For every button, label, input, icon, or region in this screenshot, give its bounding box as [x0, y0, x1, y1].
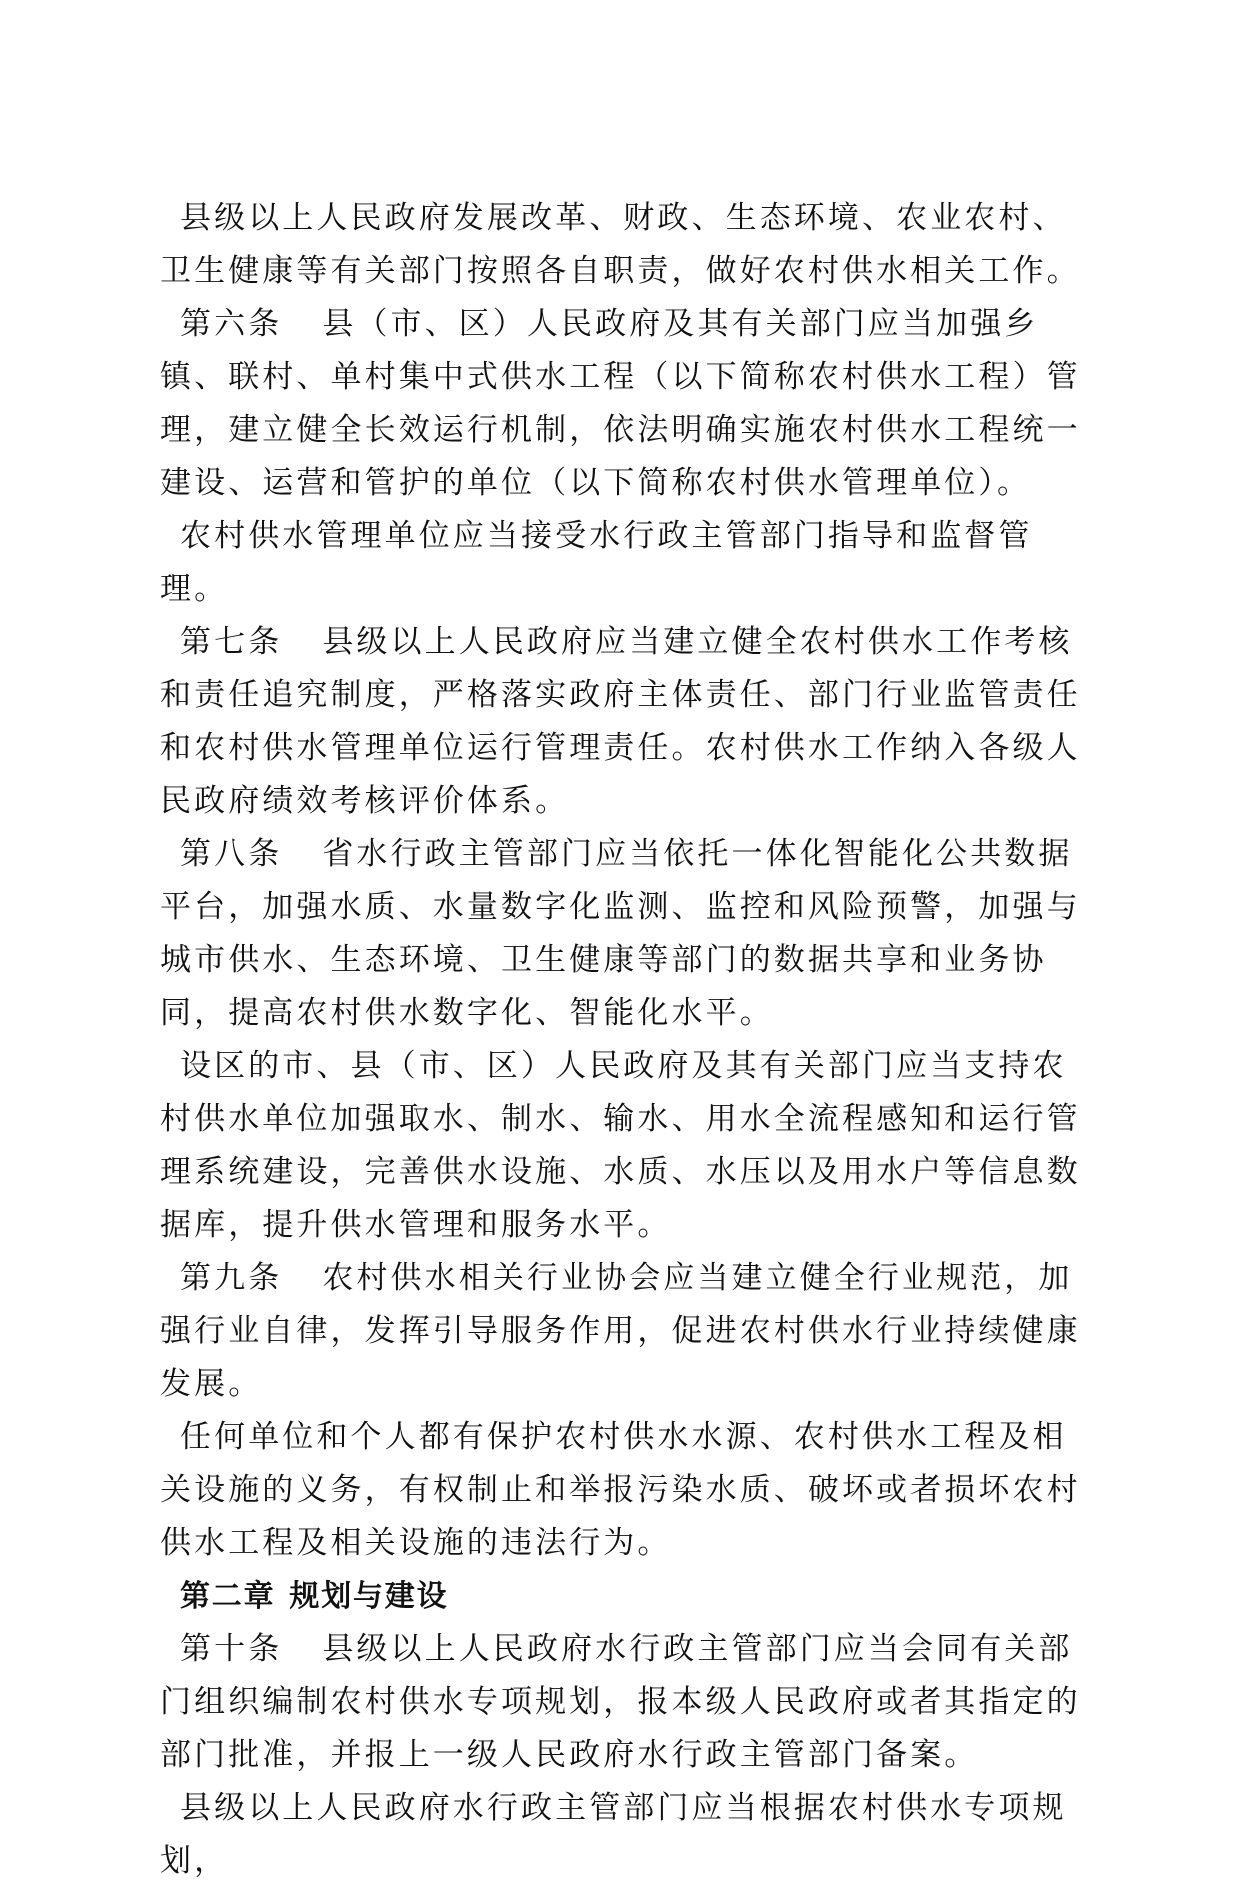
article-text: 县（市、区）人民政府及其有关部门应当加强乡镇、联村、单村集中式供水工程（以下简称农村供水工程）管理，建立健全长效运行机制，依法明确实施农村供水工程统一建设、运营和管护的单位（以下简称农村供水管理单位）。 — [160, 306, 1081, 501]
article-text: 农村供水相关行业协会应当建立健全行业规范，加强行业自律，发挥引导服务作用，促进农村供水行业持续健康发展。 — [160, 1260, 1081, 1402]
article-9 — [160, 1252, 1100, 1411]
article-8 — [160, 828, 1100, 1040]
paragraph — [160, 510, 1100, 616]
article-number: 第八条 — [180, 836, 283, 872]
paragraph-text: 农村供水管理单位应当接受水行政主管部门指导和监督管理。 — [160, 518, 1033, 607]
paragraph — [160, 1782, 1100, 1888]
article-text: 县级以上人民政府应当建立健全农村供水工作考核和责任追究制度，严格落实政府主体责任、部门行业监管责任和农村供水管理单位运行管理责任。农村供水工作纳入各级人民政府绩效考核评价体系。 — [160, 624, 1081, 819]
article-number: 第九条 — [180, 1260, 283, 1296]
article-number: 第十条 — [180, 1631, 283, 1667]
paragraph-text: 设区的市、县（市、区）人民政府及其有关部门应当支持农村供水单位加强取水、制水、输水、用水全流程感知和运行管理系统建设，完善供水设施、水质、水压以及用水户等信息数据库，提升供水管理和服务水平。 — [160, 1048, 1081, 1243]
chapter-number: 第二章 — [180, 1579, 276, 1614]
paragraph — [160, 1411, 1100, 1570]
article-6 — [160, 298, 1100, 510]
article-7 — [160, 616, 1100, 828]
chapter-heading — [160, 1570, 1100, 1623]
chapter-title: 规划与建设 — [289, 1579, 449, 1614]
article-number: 第七条 — [180, 624, 283, 660]
document-body — [160, 192, 1100, 1888]
paragraph — [160, 192, 1100, 298]
paragraph — [160, 1040, 1100, 1252]
article-text: 省水行政主管部门应当依托一体化智能化公共数据平台，加强水质、水量数字化监测、监控和风险预警，加强与城市供水、生态环境、卫生健康等部门的数据共享和业务协同，提高农村供水数字化、智能化水平。 — [160, 836, 1081, 1031]
paragraph-text: 县级以上人民政府水行政主管部门应当根据农村供水专项规划， — [160, 1790, 1067, 1879]
article-text: 县级以上人民政府水行政主管部门应当会同有关部门组织编制农村供水专项规划，报本级人民政府或者其指定的部门批准，并报上一级人民政府水行政主管部门备案。 — [160, 1631, 1081, 1773]
paragraph-text: 县级以上人民政府发展改革、财政、生态环境、农业农村、卫生健康等有关部门按照各自职责，做好农村供水相关工作。 — [160, 200, 1081, 289]
paragraph-text: 任何单位和个人都有保护农村供水水源、农村供水工程及相关设施的义务，有权制止和举报污染水质、破坏或者损坏农村供水工程及相关设施的违法行为。 — [160, 1419, 1081, 1561]
article-10 — [160, 1623, 1100, 1782]
article-number: 第六条 — [180, 306, 283, 342]
